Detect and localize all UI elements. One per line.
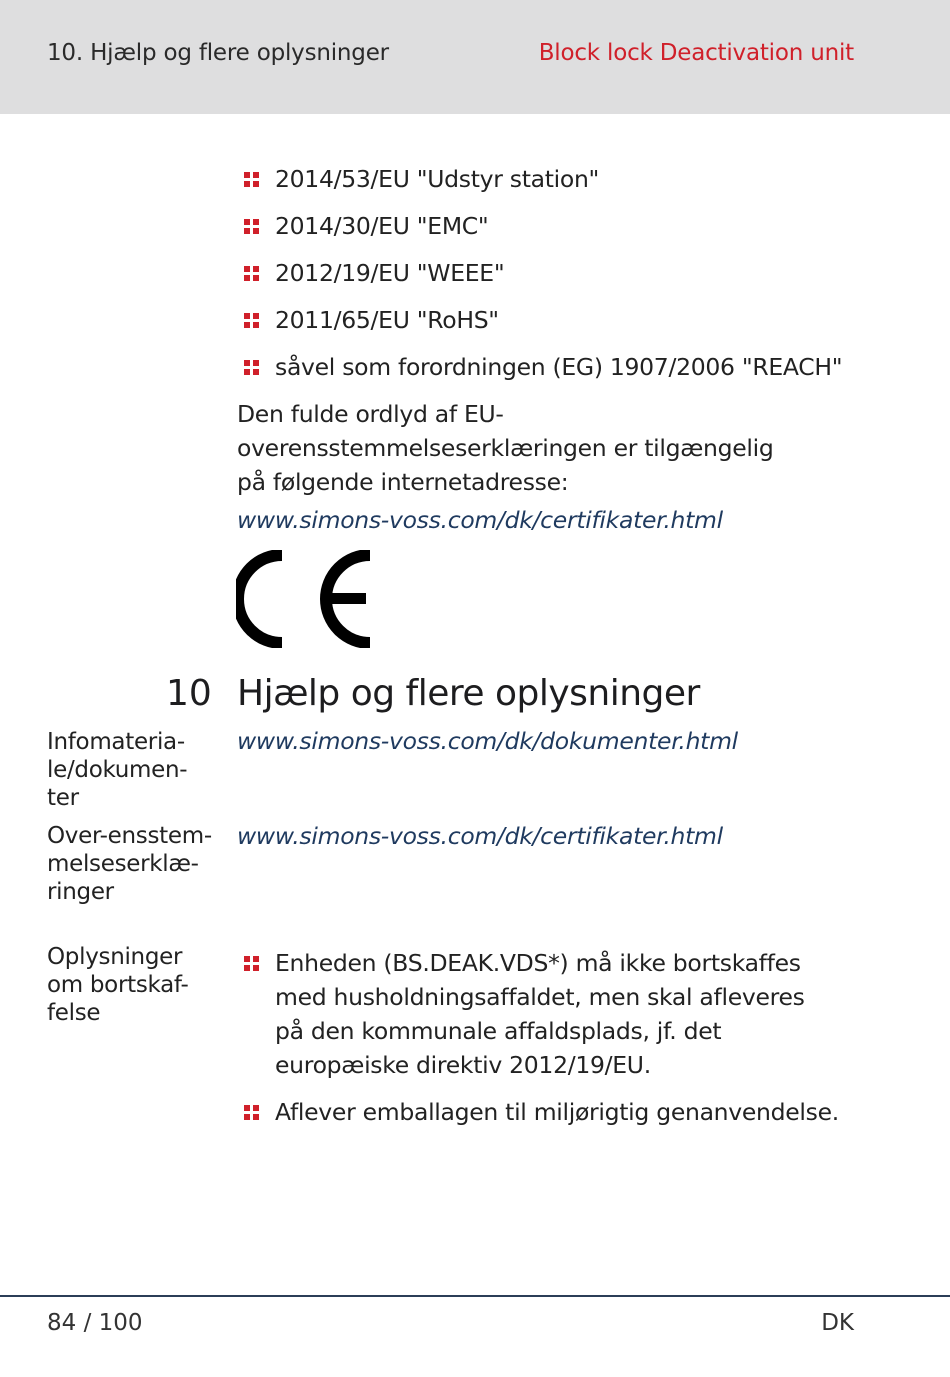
disposal-text: Enheden (BS.DEAK.VDS*) må ikke bortskaffes med husholdningsaffaldet, men skal afleveres på den kommunale affaldsplads, jf. det europæiske direktiv 2012/19/EU. xyxy=(275,949,805,1079)
language-code: DK xyxy=(821,1310,854,1336)
section-number: 10 xyxy=(166,673,212,714)
certificates-link[interactable]: www.simons-voss.com/dk/certifikater.html xyxy=(237,822,723,850)
ce-mark-icon xyxy=(236,550,376,648)
bullet-icon xyxy=(244,172,259,187)
list-item xyxy=(240,162,880,196)
disposal-text: Aflever emballagen til miljørigtig genanvendelse. xyxy=(275,1098,839,1126)
page-header xyxy=(0,0,950,114)
conformity-link[interactable]: www.simons-voss.com/dk/certifikater.html xyxy=(237,506,723,534)
directive-text: såvel som forordningen (EG) 1907/2006 "REACH" xyxy=(275,353,843,381)
list-item xyxy=(240,946,840,1082)
bullet-icon xyxy=(244,360,259,375)
directive-list xyxy=(240,162,880,384)
page-number: 84 / 100 xyxy=(47,1310,143,1336)
conformity-paragraph: Den fulde ordlyd af EU-overensstemmelseserklæringen er tilgængelig på følgende internetadresse: xyxy=(237,400,774,496)
directive-text: 2014/30/EU "EMC" xyxy=(275,212,489,240)
docs-link[interactable]: www.simons-voss.com/dk/dokumenter.html xyxy=(237,727,738,755)
disposal-list xyxy=(240,946,840,1129)
header-section-title: 10. Hjælp og flere oplysninger xyxy=(47,40,389,66)
directive-text: 2014/53/EU "Udstyr station" xyxy=(275,165,600,193)
list-item xyxy=(240,256,880,290)
directive-text: 2012/19/EU "WEEE" xyxy=(275,259,505,287)
bullet-icon xyxy=(244,219,259,234)
directive-text: 2011/65/EU "RoHS" xyxy=(275,306,499,334)
section-title: Hjælp og flere oplysninger xyxy=(237,673,700,714)
bullet-icon xyxy=(244,266,259,281)
list-item xyxy=(240,209,880,243)
list-item xyxy=(240,350,880,384)
list-item xyxy=(240,303,880,337)
list-item xyxy=(240,1095,840,1129)
bullet-icon xyxy=(244,313,259,328)
header-product-name: Block lock Deactivation unit xyxy=(538,40,854,66)
bullet-icon xyxy=(244,1105,259,1120)
conformity-label: Over-ensstem-melseserklæ-ringer xyxy=(47,823,212,905)
footer-divider xyxy=(0,1295,950,1297)
disposal-label: Oplysninger om bortskaf-felse xyxy=(47,944,189,1026)
docs-label: Infomateria-le/dokumen-ter xyxy=(47,729,188,811)
bullet-icon xyxy=(244,956,259,971)
